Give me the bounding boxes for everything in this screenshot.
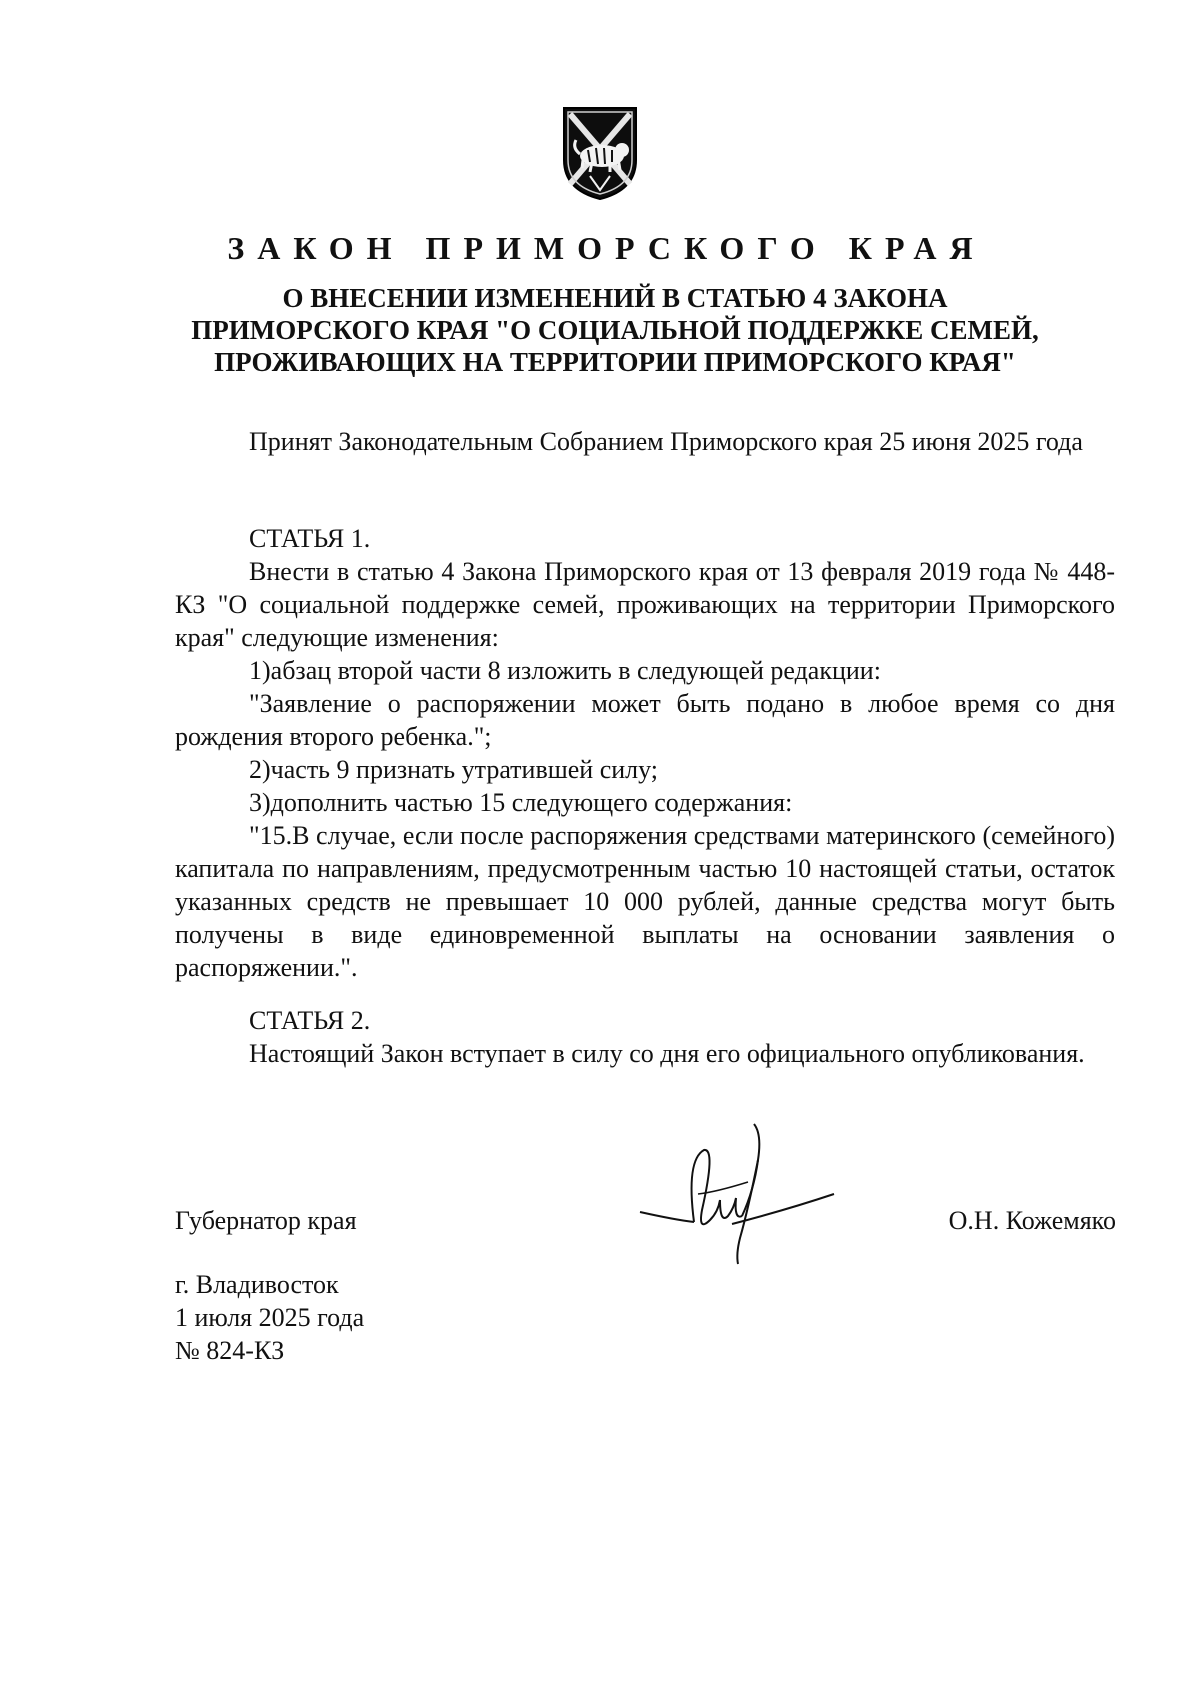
adoption-statement: Принят Законодательным Собранием Приморского края 25 июня 2025 года: [249, 427, 1083, 456]
signatory-title: Губернатор края: [175, 1206, 357, 1235]
signatory-name: О.Н. Кожемяко: [948, 1206, 1116, 1235]
article-paragraph: "15.В случае, если после распоряжения средствами материнского (семейного) капитала по направлениям, предусмотренным частью 10 настоящей статьи, остаток указанных средств не превышает 10 000 рублей, данные средства могут быть получены в виде единовременной выплаты на основании заявления о распоряжении.".: [175, 821, 1115, 982]
place: г. Владивосток: [175, 1270, 339, 1299]
article-paragraph: 3)дополнить частью 15 следующего содержания:: [249, 788, 793, 817]
document-footer: [175, 1268, 364, 1367]
subtitle-line: ПРИМОРСКОГО КРАЯ "О СОЦИАЛЬНОЙ ПОДДЕРЖКЕ СЕМЕЙ,: [191, 315, 1039, 345]
law-title: ЗАКОН ПРИМОРСКОГО КРАЯ: [227, 230, 986, 266]
subtitle-line: О ВНЕСЕНИИ ИЗМЕНЕНИЙ В СТАТЬЮ 4 ЗАКОНА: [282, 283, 948, 313]
article-paragraph: 1)абзац второй части 8 изложить в следующей редакции:: [249, 656, 881, 685]
article-2: [175, 1004, 1115, 1070]
article-paragraph: Настоящий Закон вступает в силу со дня его официального опубликования.: [249, 1039, 1085, 1068]
coat-of-arms-icon: [560, 104, 640, 202]
article-paragraph: Внести в статью 4 Закона Приморского края от 13 февраля 2019 года № 448-КЗ "О социальной поддержке семей, проживающих на территории Приморского края" следующие изменения:: [175, 557, 1115, 652]
handwritten-signature-icon: [636, 1120, 836, 1280]
document-number: № 824-КЗ: [175, 1336, 285, 1365]
article-paragraph: "Заявление о распоряжении может быть подано в любое время со дня рождения второго ребенка.";: [175, 689, 1115, 751]
date: 1 июля 2025 года: [175, 1303, 365, 1332]
article-heading: СТАТЬЯ 2.: [249, 1006, 371, 1035]
law-subtitle: [160, 282, 1070, 378]
subtitle-line: ПРОЖИВАЮЩИХ НА ТЕРРИТОРИИ ПРИМОРСКОГО КРАЯ": [214, 347, 1016, 377]
article-heading: СТАТЬЯ 1.: [249, 524, 371, 553]
article-1: [175, 522, 1115, 984]
article-paragraph: 2)часть 9 признать утратившей силу;: [249, 755, 659, 784]
